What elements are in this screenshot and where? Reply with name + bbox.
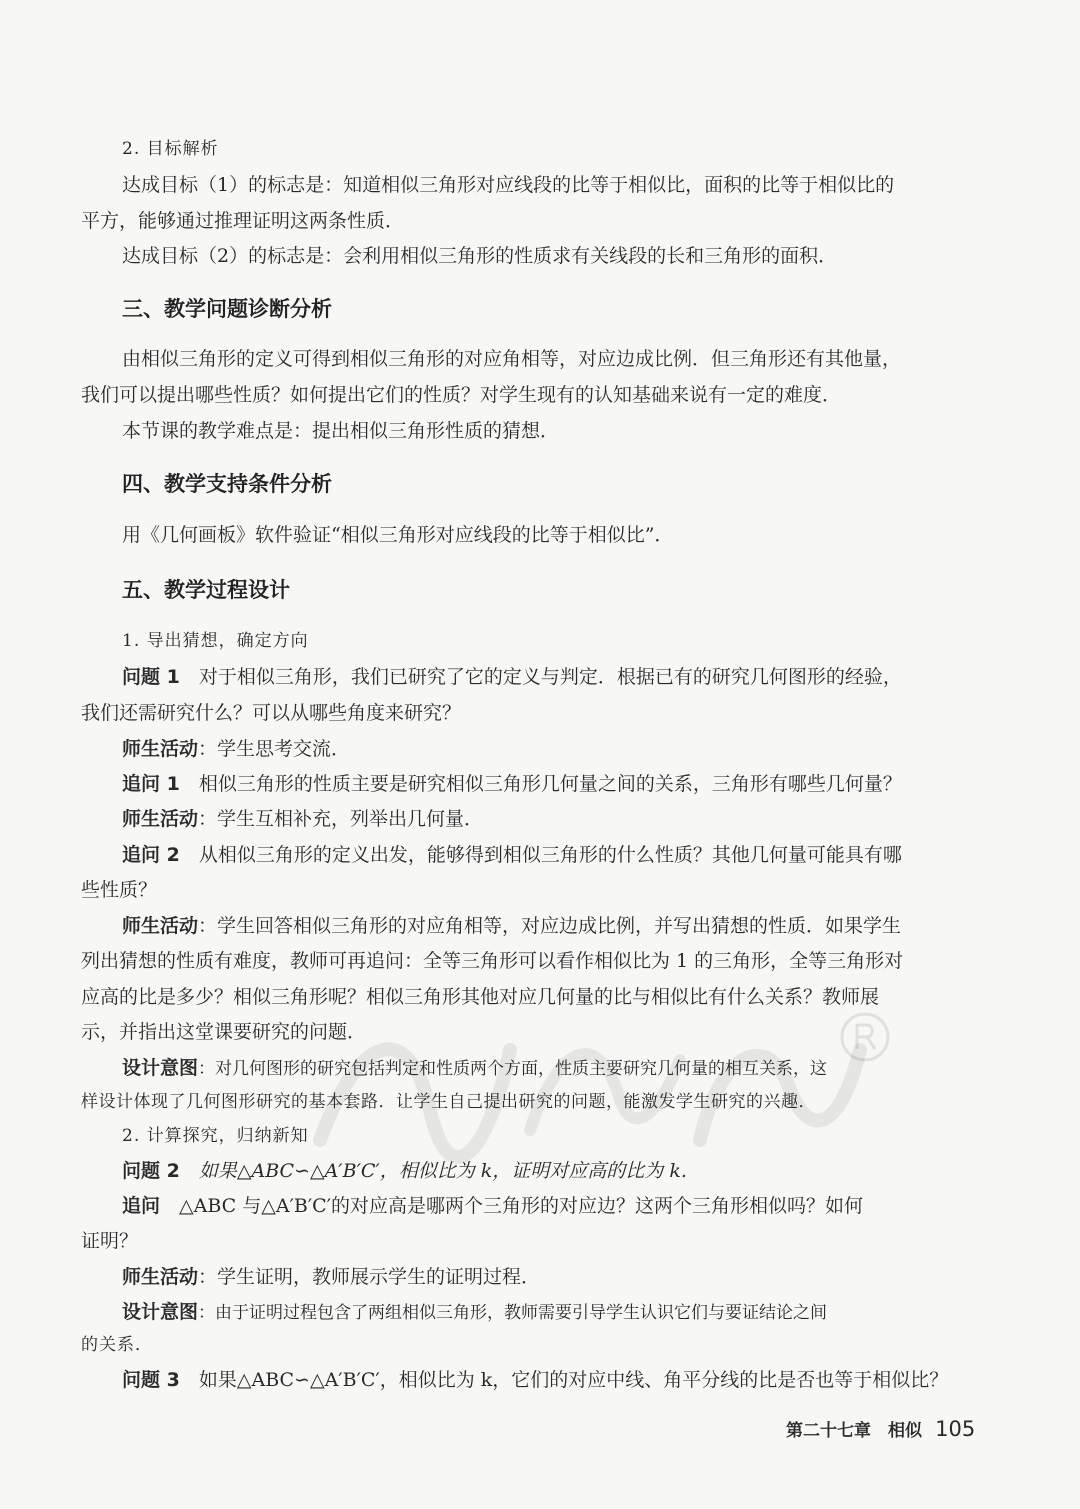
activity3-line3: 应高的比是多少？相似三角形呢？相似三角形其他对应几何量的比与相似比有什么关系？教师展 (81, 986, 880, 1008)
section4-title: 四、教学支持条件分析 (122, 472, 332, 496)
activity1: 师生活动：学生思考交流． (122, 738, 351, 760)
design-intent1-line1: 设计意图：对几何图形的研究包括判定和性质两个方面，性质主要研究几何量的相互关系，这 (122, 1057, 828, 1079)
design-intent1-line2: 样设计体现了几何图形研究的基本套路．让学生自己提出研究的问题，能激发学生研究的兴趣． (81, 1092, 816, 1112)
activity3-line2: 列出猜想的性质有难度，教师可再追问：全等三角形可以看作相似比为 1 的三角形，全等三角形对 (81, 950, 904, 972)
followup-line2: 证明？ (81, 1230, 139, 1252)
activity-label: 师生活动 (122, 738, 199, 760)
followup2-line2: 些性质？ (81, 879, 158, 901)
footer-chapter-title: 第二十七章 相似 (786, 1421, 922, 1441)
activity2: 师生活动：学生互相补充，列举出几何量． (122, 808, 484, 830)
goal2-text: 达成目标（2）的标志是：会利用相似三角形的性质求有关线段的长和三角形的面积． (122, 245, 838, 267)
followup2-label: 追问 2 (122, 844, 180, 866)
question2: 问题 2 如果△ABC∽△A′B′C′，相似比为 k，证明对应高的比为 k. (122, 1160, 687, 1182)
goal1-text-line1: 达成目标（1）的标志是：知道相似三角形对应线段的比等于相似比，面积的比等于相似比的 (122, 174, 895, 196)
design-intent2-line2: 的关系． (81, 1335, 153, 1355)
step1-heading: 1. 导出猜想，确定方向 (122, 631, 309, 651)
question3-label: 问题 3 (122, 1369, 180, 1391)
followup-line1: 追问 △ABC 与△A′B′C′的对应高是哪两个三角形的对应边？这两个三角形相似吗？如何 (122, 1195, 864, 1217)
activity-label: 师生活动 (122, 915, 199, 937)
activity4: 师生活动：学生证明，教师展示学生的证明过程． (122, 1266, 541, 1288)
followup1-label: 追问 1 (122, 773, 180, 795)
step2-heading: 2. 计算探究，归纳新知 (122, 1126, 309, 1146)
page-number: 105 (935, 1417, 976, 1441)
section3-paragraph-line1: 由相似三角形的定义可得到相似三角形的对应角相等，对应边成比例．但三角形还有其他量， (122, 348, 902, 370)
section3-paragraph-line2: 我们可以提出哪些性质？如何提出它们的性质？对学生现有的认知基础来说有一定的难度． (81, 384, 842, 406)
section4-paragraph: 用《几何画板》软件验证“相似三角形对应线段的比等于相似比”． (122, 524, 674, 546)
subsection-heading-goal-analysis: 2. 目标解析 (122, 139, 219, 159)
page-footer (786, 1416, 975, 1441)
question1-line2: 我们还需研究什么？可以从哪些角度来研究？ (81, 702, 462, 724)
section3-difficulty: 本节课的教学难点是：提出相似三角形性质的猜想． (122, 420, 560, 442)
followup-label: 追问 (122, 1195, 161, 1217)
section5-title: 五、教学过程设计 (122, 578, 290, 602)
goal1-text-line2: 平方，能够通过推理证明这两条性质． (81, 210, 405, 232)
activity3-line1: 师生活动：学生回答相似三角形的对应角相等，对应边成比例，并写出猜想的性质．如果学生 (122, 915, 902, 937)
activity-label: 师生活动 (122, 808, 199, 830)
followup2-line1: 追问 2 从相似三角形的定义出发，能够得到相似三角形的什么性质？其他几何量可能具有哪 (122, 844, 902, 866)
question3: 问题 3 如果△ABC∽△A′B′C′，相似比为 k，它们的对应中线、角平分线的比是否也等于相似比？ (122, 1369, 949, 1391)
registered-mark-icon (838, 1010, 892, 1064)
activity3-line4: 示，并指出这堂课要研究的问题． (81, 1021, 367, 1043)
section3-title: 三、教学问题诊断分析 (122, 297, 332, 321)
design-intent-label: 设计意图 (122, 1057, 199, 1079)
design-intent-label: 设计意图 (122, 1301, 199, 1323)
design-intent2-line1: 设计意图：由于证明过程包含了两组相似三角形，教师需要引导学生认识它们与要证结论之间 (122, 1301, 828, 1323)
question2-label: 问题 2 (122, 1160, 180, 1182)
question1-line1: 问题 1 对于相似三角形，我们已研究了它的定义与判定．根据已有的研究几何图形的经验， (122, 666, 902, 688)
activity-label: 师生活动 (122, 1266, 199, 1288)
question1-label: 问题 1 (122, 666, 180, 688)
followup1: 追问 1 相似三角形的性质主要是研究相似三角形几何量之间的关系，三角形有哪些几何量？ (122, 773, 902, 795)
